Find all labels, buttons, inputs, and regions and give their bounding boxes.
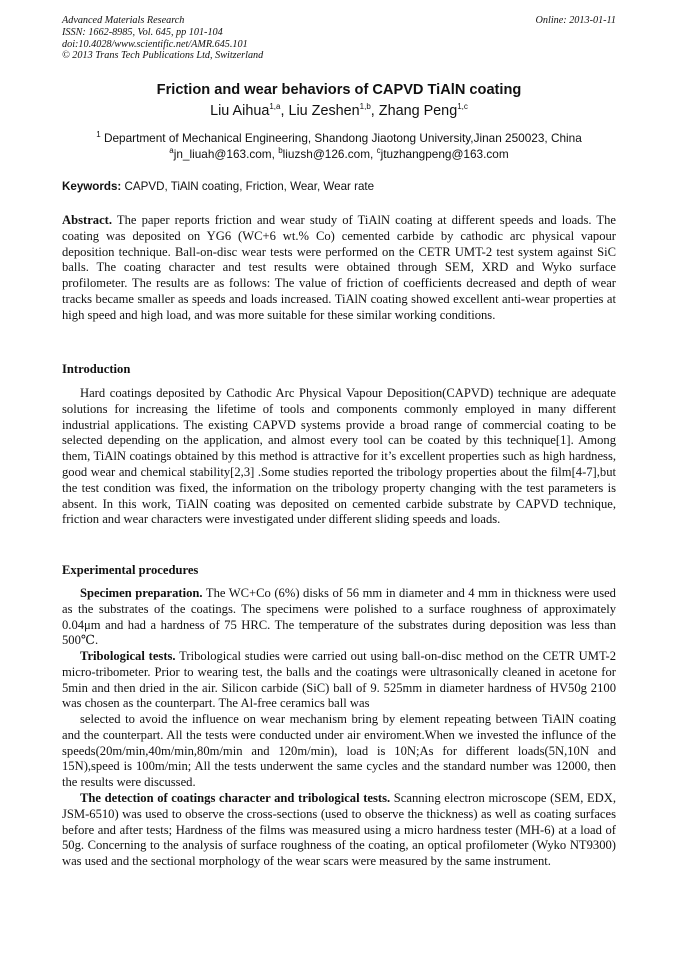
keywords-text: CAPVD, TiAlN coating, Friction, Wear, Wear rate xyxy=(124,180,375,193)
author-affil-mark: 1,c xyxy=(457,102,468,112)
issn-line: ISSN: 1662-8985, Vol. 645, pp 101-104 xyxy=(62,26,223,38)
doi-line: doi:10.4028/www.scientific.net/AMR.645.101 xyxy=(62,38,248,50)
email-mark: a xyxy=(169,146,174,156)
copyright-line: © 2013 Trans Tech Publications Ltd, Switzerland xyxy=(62,50,264,62)
email-address[interactable]: jn_liuah@163.com xyxy=(173,147,272,161)
journal-name: Advanced Materials Research xyxy=(62,15,185,26)
experimental-heading: Experimental procedures xyxy=(62,563,199,577)
tribological-label: Tribological tests. xyxy=(80,649,176,663)
online-date: Online: 2013-01-11 xyxy=(535,15,616,26)
keywords-line xyxy=(62,180,616,193)
author-name: Liu Aihua xyxy=(210,103,270,119)
author-list xyxy=(62,103,616,119)
detection-paragraph xyxy=(62,791,616,870)
tribological-paragraph xyxy=(62,649,616,712)
journal-header xyxy=(62,15,616,62)
detection-label: The detection of coatings character and tribological tests. xyxy=(80,791,391,805)
paper-title: Friction and wear behaviors of CAPVD TiAlN coating xyxy=(156,82,522,98)
email-address[interactable]: jtuzhangpeng@163.com xyxy=(380,147,509,161)
author-separator: , xyxy=(370,103,379,119)
author-emails: $^a$jn_liuah@163.com, $^b$liuzsh@126.com, $^c$jtuzhangpeng@163.com xyxy=(169,146,509,161)
abstract-label: Abstract. xyxy=(62,213,113,227)
author-separator: , xyxy=(280,103,289,119)
tribological-continuation: selected to avoid the influence on wear mechanism bring by element repeating between TiAlN coating and the counterpart. All the tests were conducted under air enviroment.When we invested the influnce of the speeds(20m/min,40m/min,80m/min and 120m/min), load is 10N;As for different loads(5N,10N and 15N),speed is 100m/min; All the tests underwent the same cycles and the standard number was 12000, then the results were discussed. xyxy=(62,712,616,790)
author-name: Zhang Peng xyxy=(378,103,458,119)
author-name: Liu Zeshen xyxy=(288,103,360,119)
email-address[interactable]: liuzsh@126.com xyxy=(282,147,371,161)
abstract-paragraph xyxy=(62,213,616,324)
keywords-label: Keywords: xyxy=(62,180,122,193)
affiliation xyxy=(62,131,616,145)
author-affil-mark: 1,b xyxy=(359,102,371,112)
email-mark: c xyxy=(376,146,381,156)
email-mark: b xyxy=(278,146,283,156)
abstract-text: The paper reports friction and wear study of TiAlN coating at different speeds and loads. The coating was deposited on YG6 (WC+6 wt.% Co) cemented carbide by cathodic arc physical vapour deposition technique. Ball-on-disc wear tests were performed on the CETR UMT-2 test system against SiC balls. The coating character and test results were obtained through SEM, XRD and Wyko surface profilometer. The results are as follows: The value of friction of coefficients decreased and depth of wear tracks became smaller as speeds and loads increased. TiAlN coating showed excellent anti-wear properties at high speed and high load, and was more suitable for these similar working conditions. xyxy=(62,213,617,322)
specimen-paragraph xyxy=(62,586,616,649)
affiliation-text: Department of Mechanical Engineering, Shandong Jiaotong University,Jinan 250023, China xyxy=(103,131,582,145)
introduction-heading: Introduction xyxy=(62,362,131,376)
specimen-label: Specimen preparation. xyxy=(80,586,203,600)
tribological-text: Tribological studies were carried out using ball-on-disc method on the CETR UMT-2 micro-tribometer. Prior to wearing test, the balls and the coatings were ultrasonically cleaned in acetone for 5min and then dried in the air. Silicon carbide (SiC) ball of 9. 525mm in diameter hardness of HV50g 2100 was chosen as the counterpart. The Al-free ceramics ball was xyxy=(62,649,616,711)
introduction-paragraph: Hard coatings deposited by Cathodic Arc Physical Vapour Deposition(CAPVD) technique are adequate solutions for increasing the lifetime of tools and components commonly employed in many different industrial applications. The existing CAPVD systems provide a broad range of commercial coating to be selected depending on the application, and almost every tool can be coated by this technique[1]. Among them, TiAlN coatings obtained by this method is attractive for it’s excellent properties such as high hardness, good wear and chemical stability[2,3] .Some studies reported the tribology properties about the film[4-7],but the test condition was fixed, the information on the tribology property changing with the test parameters is absent. In this work, TiAlN coating was deposited on cemented carbide substrate by CAPVD technique, friction and wear characters were investigated under different sliding speeds and loads. xyxy=(62,386,616,527)
specimen-text: The WC+Co (6%) disks of 56 mm in diameter and 4 mm in thickness were used as the substrates of the coatings. The specimens were polished to a surface roughness of approximately 0.04μm and had a hardness of 75 HRC. The temperature of the substrates during deposition was less than 500℃. xyxy=(62,586,616,648)
detection-text: Scanning electron microscope (SEM, EDX, JSM-6510) was used to observe the cross-sections (used to observe the thickness) as well as coating surfaces before and after tests; Hardness of the films was measured using a micro hardness tester (MH-6) at a load of 50g. Concerning to the analysis of surface roughness of the coating, an optical profilometer (Wyko NT9300) was used and the sectional morphology of the wear scars were measured by the same instrument. xyxy=(62,791,616,869)
author-affil-mark: 1,a xyxy=(269,102,281,112)
affiliation-mark: 1 xyxy=(96,130,101,140)
